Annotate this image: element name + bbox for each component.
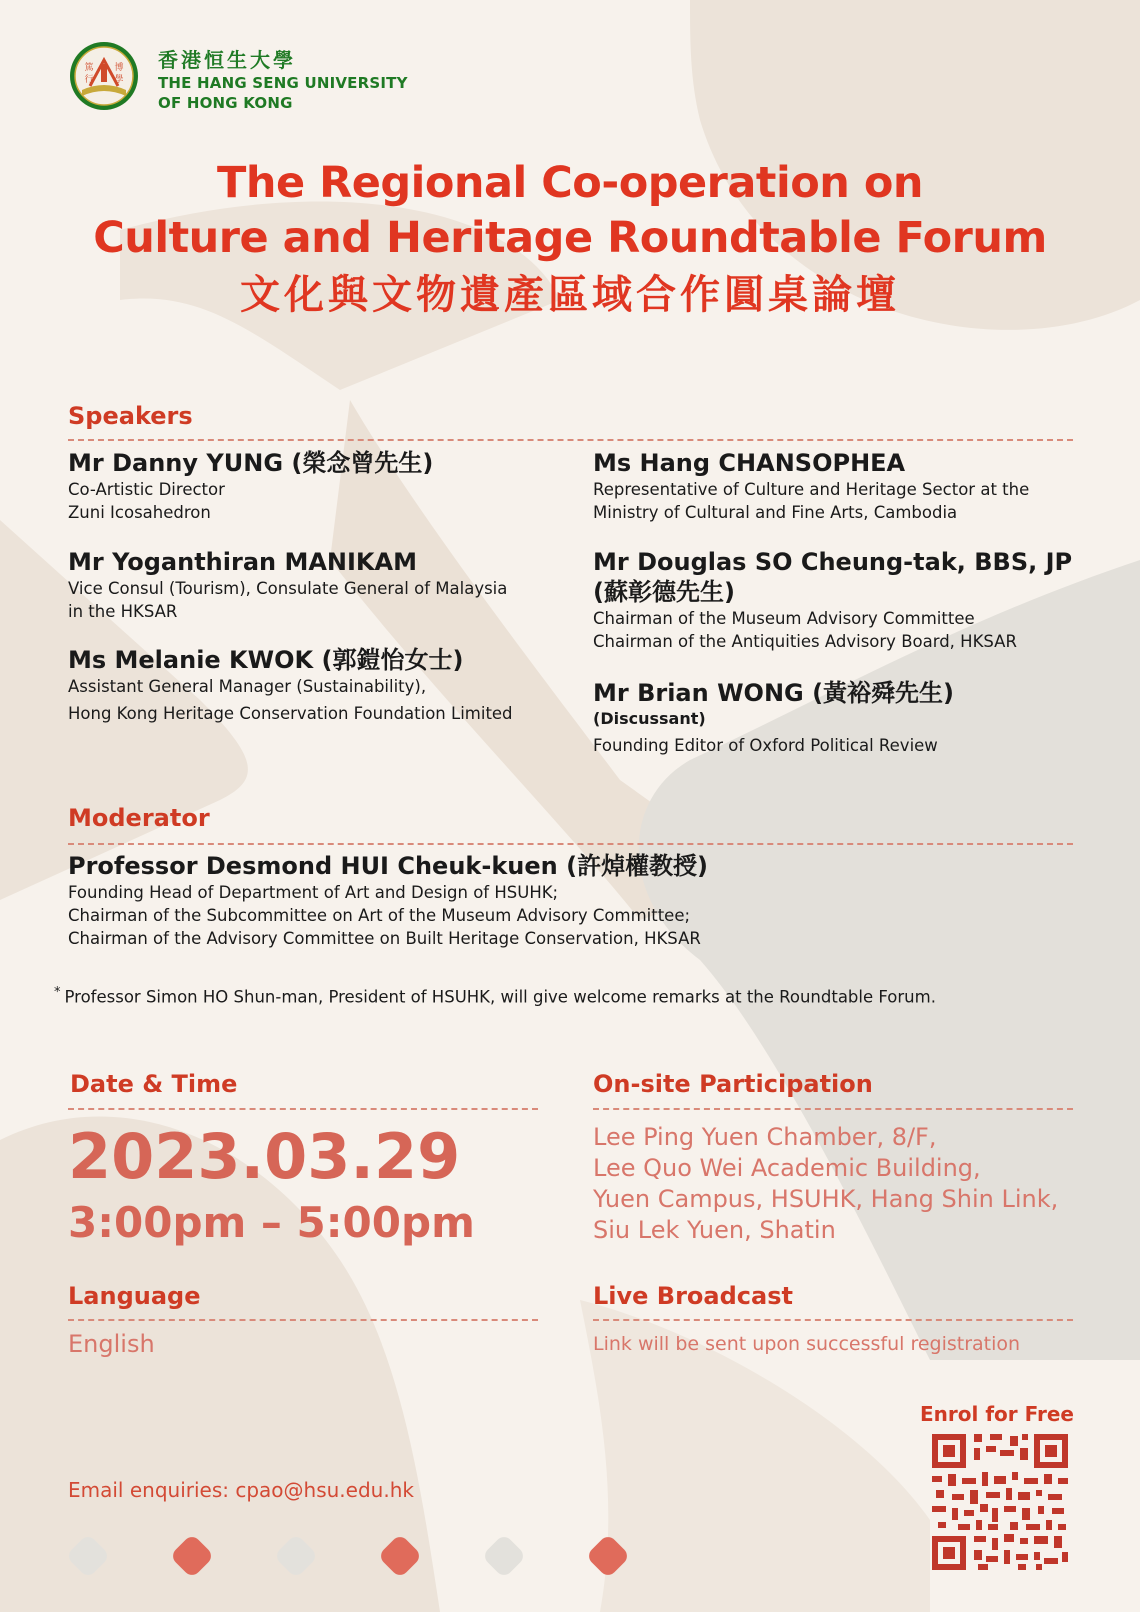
seal-char-3: 行 (84, 75, 94, 85)
speaker-hang-chansophea (593, 448, 1029, 524)
university-name-en-1: THE HANG SENG UNIVERSITY (158, 74, 408, 92)
moderator-line-2: Chairman of the Subcommittee on Art of the Museum Advisory Committee; (68, 906, 691, 925)
registration-qr-code[interactable] (930, 1432, 1070, 1572)
venue-line-1: Lee Ping Yuen Chamber, 8/F, (593, 1123, 937, 1151)
date-time-heading: Date & Time (70, 1070, 238, 1098)
title-en-line2: Culture and Heritage Roundtable Forum (93, 213, 1047, 263)
speaker-name: Mr Brian WONG (黃裕舜先生) (593, 679, 955, 707)
note-asterisk: * (54, 985, 61, 1000)
speaker-org: Chairman of the Antiquities Advisory Board, HKSAR (593, 632, 1017, 651)
page-title (0, 156, 1140, 324)
email-enquiries[interactable]: Email enquiries: cpao@hsu.edu.hk (68, 1478, 414, 1502)
speaker-name: Mr Yoganthiran MANIKAM (68, 548, 417, 576)
speaker-yoganthiran-manikam (68, 547, 507, 623)
speaker-title: Assistant General Manager (Sustainability), (68, 677, 427, 696)
speaker-brian-wong (593, 678, 954, 757)
speaker-title: Founding Editor of Oxford Political Review (593, 736, 938, 755)
speaker-name-zh: (蘇彰德先生) (593, 578, 735, 606)
date-time-divider (68, 1108, 538, 1110)
seal-char-2: 博 (114, 63, 124, 73)
seal-char-4: 學 (114, 75, 124, 85)
speaker-org: in the HKSAR (68, 602, 178, 621)
onsite-divider (593, 1108, 1073, 1110)
speaker-title: Vice Consul (Tourism), Consulate General of Malaysia (68, 579, 508, 598)
live-broadcast-divider (593, 1319, 1073, 1321)
moderator-desmond-hui (68, 851, 708, 950)
speaker-name: Mr Danny YUNG (榮念曾先生) (68, 449, 434, 477)
moderator-name: Professor Desmond HUI Cheuk-kuen (許焯權教授) (68, 852, 709, 880)
language-value: English (68, 1330, 155, 1358)
speakers-divider (68, 439, 1073, 441)
title-zh: 文化與文物遺產區域合作圓桌論壇 (240, 272, 900, 318)
language-heading: Language (68, 1282, 201, 1310)
moderator-heading: Moderator (68, 804, 210, 832)
speaker-title: Chairman of the Museum Advisory Committee (593, 609, 975, 628)
speaker-title: Representative of Culture and Heritage Sector at the (593, 480, 1030, 499)
speaker-melanie-kwok (68, 645, 513, 725)
university-name-en-2: OF HONG KONG (158, 94, 293, 112)
speakers-heading: Speakers (68, 402, 193, 430)
moderator-line-3: Chairman of the Advisory Committee on Built Heritage Conservation, HKSAR (68, 929, 701, 948)
speaker-danny-yung (68, 448, 433, 524)
language-divider (68, 1319, 538, 1321)
seal-char-1: 篤 (84, 63, 94, 73)
note-text: Professor Simon HO Shun-man, President of HSUHK, will give welcome remarks at the Roundtable Forum. (64, 987, 936, 1007)
venue-line-3: Yuen Campus, HSUHK, Hang Shin Link, (593, 1185, 1059, 1213)
speaker-org: Zuni Icosahedron (68, 503, 211, 522)
enrol-label: Enrol for Free (920, 1402, 1074, 1426)
speaker-org: Hong Kong Heritage Conservation Foundation Limited (68, 704, 513, 723)
venue-line-2: Lee Quo Wei Academic Building, (593, 1154, 981, 1182)
live-broadcast-heading: Live Broadcast (593, 1282, 793, 1310)
speaker-douglas-so (593, 547, 1072, 653)
welcome-note (54, 985, 936, 1007)
speaker-org: Ministry of Cultural and Fine Arts, Cambodia (593, 503, 958, 522)
event-date: 2023.03.29 (68, 1120, 461, 1193)
university-name (158, 44, 408, 113)
moderator-line-1: Founding Head of Department of Art and Design of HSUHK; (68, 883, 559, 902)
decorative-dots (68, 1536, 648, 1580)
moderator-divider (68, 843, 1073, 845)
university-logo (68, 40, 140, 112)
event-time: 3:00pm – 5:00pm (68, 1198, 475, 1247)
university-name-zh: 香港恒生大學 (158, 48, 296, 72)
venue-line-4: Siu Lek Yuen, Shatin (593, 1216, 836, 1244)
onsite-heading: On-site Participation (593, 1070, 873, 1098)
speaker-role: (Discussant) (593, 709, 706, 728)
speaker-name: Ms Hang CHANSOPHEA (593, 449, 906, 477)
venue-address (593, 1122, 1058, 1246)
speaker-name: Ms Melanie KWOK (郭鎧怡女士) (68, 646, 464, 674)
speaker-title: Co-Artistic Director (68, 480, 225, 499)
title-en-line1: The Regional Co-operation on (217, 158, 923, 208)
live-broadcast-value: Link will be sent upon successful registration (593, 1333, 1021, 1355)
speaker-name: Mr Douglas SO Cheung-tak, BBS, JP (593, 548, 1073, 576)
